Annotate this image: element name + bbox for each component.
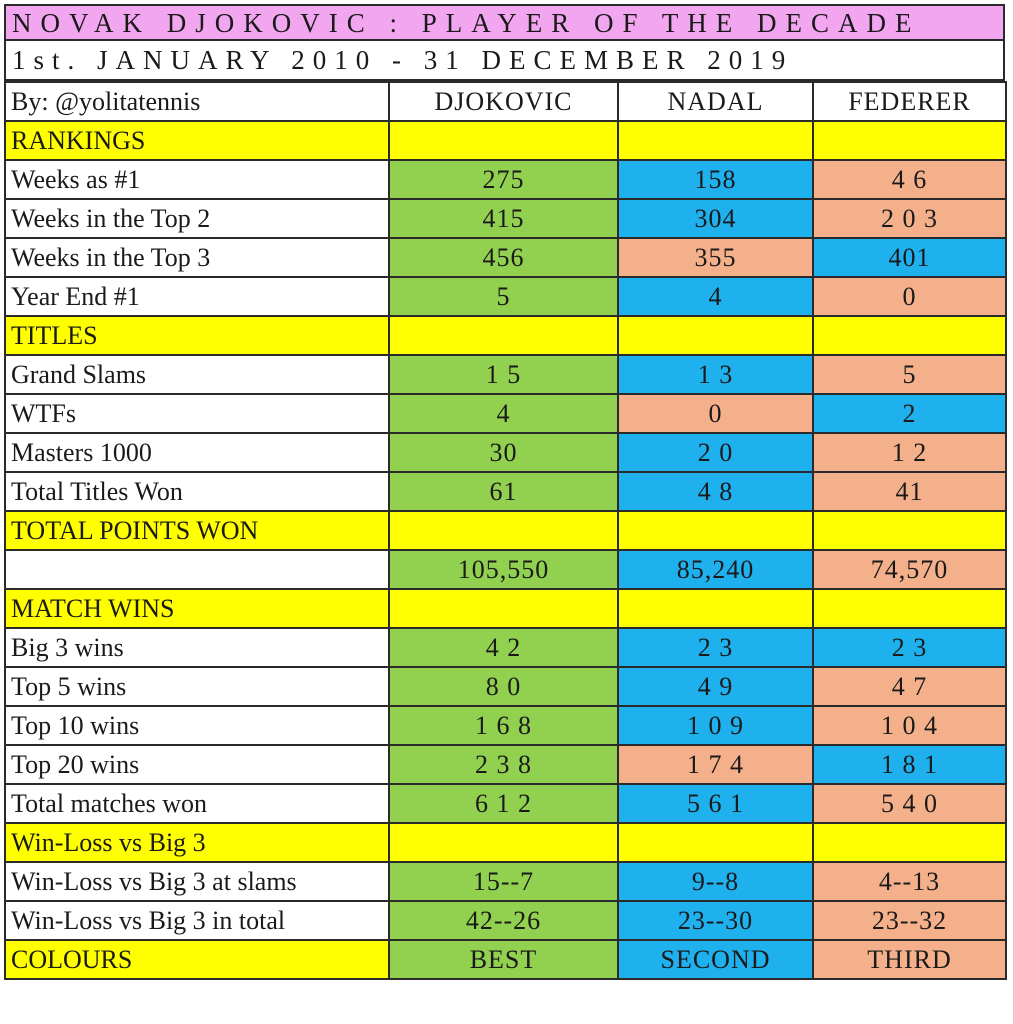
stats-table xyxy=(4,81,1007,980)
legend-federer: THIRD xyxy=(813,940,1006,979)
stat-value-djokovic: 4 xyxy=(389,394,618,433)
stat-value-nadal: 158 xyxy=(618,160,813,199)
stat-row xyxy=(5,355,1006,394)
stat-row xyxy=(5,238,1006,277)
stat-value-djokovic: 415 xyxy=(389,199,618,238)
stat-value-djokovic: 30 xyxy=(389,433,618,472)
stat-value-djokovic: 8 0 xyxy=(389,667,618,706)
stat-value-nadal: 85,240 xyxy=(618,550,813,589)
stat-label: Weeks as #1 xyxy=(5,160,389,199)
stat-value-federer: 4 7 xyxy=(813,667,1006,706)
section-filler-cell xyxy=(618,823,813,862)
section-filler-cell xyxy=(389,823,618,862)
legend-nadal: SECOND xyxy=(618,940,813,979)
section-filler-cell xyxy=(389,589,618,628)
stat-label: Win-Loss vs Big 3 in total xyxy=(5,901,389,940)
stat-row xyxy=(5,628,1006,667)
stat-value-nadal: 9--8 xyxy=(618,862,813,901)
legend-label: COLOURS xyxy=(5,940,389,979)
stat-label: Win-Loss vs Big 3 at slams xyxy=(5,862,389,901)
stat-value-nadal: 1 3 xyxy=(618,355,813,394)
stat-value-federer: 23--32 xyxy=(813,901,1006,940)
section-row xyxy=(5,823,1006,862)
stats-table-body xyxy=(5,82,1006,979)
section-row xyxy=(5,121,1006,160)
stat-row xyxy=(5,784,1006,823)
byline: By: @yolitatennis xyxy=(5,82,389,121)
section-filler-cell xyxy=(618,316,813,355)
section-row xyxy=(5,511,1006,550)
stat-value-djokovic: 2 3 8 xyxy=(389,745,618,784)
stat-value-federer: 2 0 3 xyxy=(813,199,1006,238)
section-filler-cell xyxy=(389,511,618,550)
section-filler-cell xyxy=(618,121,813,160)
stat-label: Weeks in the Top 2 xyxy=(5,199,389,238)
section-filler-cell xyxy=(813,589,1006,628)
stat-label: Masters 1000 xyxy=(5,433,389,472)
stat-label: Total Titles Won xyxy=(5,472,389,511)
stat-value-federer: 1 8 1 xyxy=(813,745,1006,784)
stat-value-djokovic: 275 xyxy=(389,160,618,199)
stat-row xyxy=(5,706,1006,745)
stat-value-nadal: 4 xyxy=(618,277,813,316)
stat-value-federer: 2 xyxy=(813,394,1006,433)
stat-label: Weeks in the Top 3 xyxy=(5,238,389,277)
section-filler-cell xyxy=(618,511,813,550)
stat-value-nadal: 2 0 xyxy=(618,433,813,472)
player-nadal: NADAL xyxy=(618,82,813,121)
stat-row xyxy=(5,433,1006,472)
stat-value-nadal: 1 7 4 xyxy=(618,745,813,784)
section-label: TITLES xyxy=(5,316,389,355)
section-filler-cell xyxy=(813,511,1006,550)
stat-value-nadal: 1 0 9 xyxy=(618,706,813,745)
stat-value-federer: 5 4 0 xyxy=(813,784,1006,823)
stat-label: Big 3 wins xyxy=(5,628,389,667)
stat-label: Top 5 wins xyxy=(5,667,389,706)
stat-label: Grand Slams xyxy=(5,355,389,394)
section-label: MATCH WINS xyxy=(5,589,389,628)
stat-value-nadal: 4 9 xyxy=(618,667,813,706)
stat-row xyxy=(5,550,1006,589)
stat-label: Top 20 wins xyxy=(5,745,389,784)
stat-row xyxy=(5,667,1006,706)
stats-sheet xyxy=(4,4,1005,980)
section-filler-cell xyxy=(813,316,1006,355)
stat-value-federer: 0 xyxy=(813,277,1006,316)
stat-value-nadal: 4 8 xyxy=(618,472,813,511)
stat-value-federer: 1 0 4 xyxy=(813,706,1006,745)
stat-value-federer: 5 xyxy=(813,355,1006,394)
stat-label: WTFs xyxy=(5,394,389,433)
stat-value-federer: 401 xyxy=(813,238,1006,277)
stat-value-federer: 2 3 xyxy=(813,628,1006,667)
section-filler-cell xyxy=(813,121,1006,160)
section-row xyxy=(5,589,1006,628)
stat-value-djokovic: 61 xyxy=(389,472,618,511)
player-djokovic: DJOKOVIC xyxy=(389,82,618,121)
stat-value-djokovic: 1 6 8 xyxy=(389,706,618,745)
stat-value-djokovic: 456 xyxy=(389,238,618,277)
stat-label: Year End #1 xyxy=(5,277,389,316)
stat-row xyxy=(5,901,1006,940)
stat-label: Total matches won xyxy=(5,784,389,823)
date-range: 1st. JANUARY 2010 - 31 DECEMBER 2019 xyxy=(4,41,1005,81)
legend-row xyxy=(5,940,1006,979)
stat-value-djokovic: 5 xyxy=(389,277,618,316)
section-row xyxy=(5,316,1006,355)
player-federer: FEDERER xyxy=(813,82,1006,121)
stat-value-nadal: 304 xyxy=(618,199,813,238)
stat-value-djokovic: 15--7 xyxy=(389,862,618,901)
stat-row xyxy=(5,745,1006,784)
stat-value-nadal: 5 6 1 xyxy=(618,784,813,823)
stat-label xyxy=(5,550,389,589)
section-filler-cell xyxy=(389,316,618,355)
section-label: TOTAL POINTS WON xyxy=(5,511,389,550)
stat-value-federer: 1 2 xyxy=(813,433,1006,472)
stat-value-federer: 4 6 xyxy=(813,160,1006,199)
stat-value-djokovic: 105,550 xyxy=(389,550,618,589)
stat-value-djokovic: 42--26 xyxy=(389,901,618,940)
section-filler-cell xyxy=(618,589,813,628)
legend-djokovic: BEST xyxy=(389,940,618,979)
stat-row xyxy=(5,862,1006,901)
stat-row xyxy=(5,394,1006,433)
stat-value-nadal: 355 xyxy=(618,238,813,277)
header-row xyxy=(5,82,1006,121)
stat-row xyxy=(5,277,1006,316)
stat-value-nadal: 0 xyxy=(618,394,813,433)
stat-value-djokovic: 1 5 xyxy=(389,355,618,394)
stat-row xyxy=(5,160,1006,199)
section-filler-cell xyxy=(389,121,618,160)
stat-label: Top 10 wins xyxy=(5,706,389,745)
section-label: Win-Loss vs Big 3 xyxy=(5,823,389,862)
stat-value-nadal: 23--30 xyxy=(618,901,813,940)
stat-row xyxy=(5,472,1006,511)
stat-value-federer: 41 xyxy=(813,472,1006,511)
sheet-title: NOVAK DJOKOVIC : PLAYER OF THE DECADE xyxy=(4,4,1005,41)
stat-value-djokovic: 4 2 xyxy=(389,628,618,667)
stat-value-federer: 4--13 xyxy=(813,862,1006,901)
stat-value-nadal: 2 3 xyxy=(618,628,813,667)
section-label: RANKINGS xyxy=(5,121,389,160)
section-filler-cell xyxy=(813,823,1006,862)
stat-row xyxy=(5,199,1006,238)
stat-value-djokovic: 6 1 2 xyxy=(389,784,618,823)
stat-value-federer: 74,570 xyxy=(813,550,1006,589)
